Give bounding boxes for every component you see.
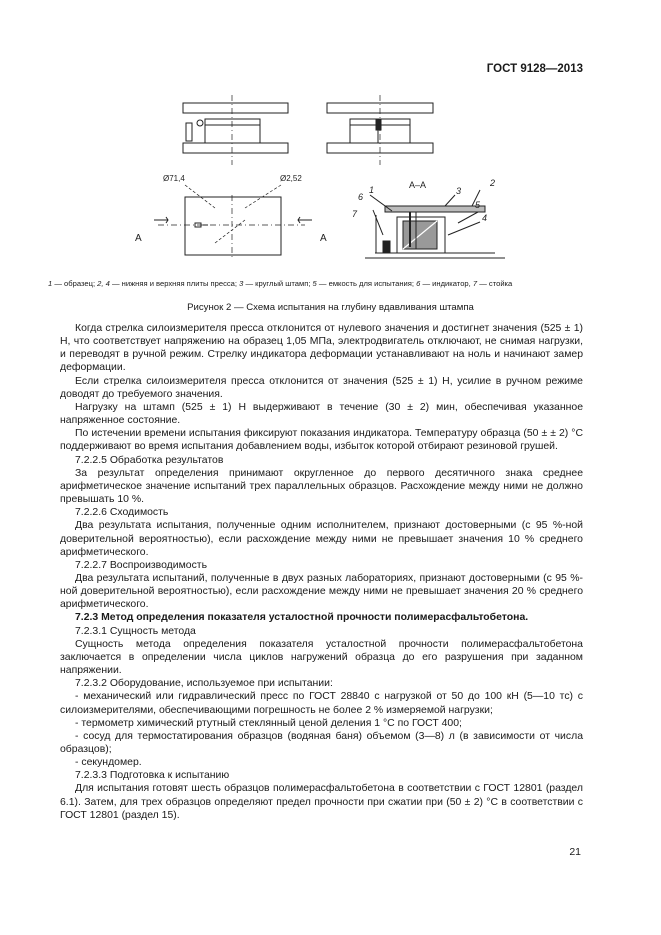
section-mark-left: А [135, 233, 142, 244]
legend-text: — емкость для испытания; [316, 279, 417, 288]
section-mark-right: А [320, 233, 327, 244]
paragraph: Когда стрелка силоизмерителя пресса отклонится от нулевого значения и достигнет значения (525 ± 1) Н, что соответствует напряжению на образец 1,05 МПа, электродвигатель отключают, не снимая нагрузки, и переводят в ручной режим. Стрелку индикатора деформации устанавливают на ноль и начинают замер деформации. [60, 323, 583, 374]
section-heading: 7.2.3 Метод определения показателя усталостной прочности полимерасфальтобетона. [75, 612, 529, 624]
section-title: А–А [409, 180, 427, 190]
legend-num: 7 [472, 279, 478, 288]
plan-view [154, 185, 312, 257]
paragraph: Если стрелка силоизмерителя пресса отклонится от значения (525 ± 1) Н, усилие в ручном режиме доводят до требуемого значения. [60, 375, 583, 400]
press-view-right [327, 95, 433, 165]
paragraph: Для испытания готовят шесть образцов полимерасфальтобетона в соответствии с ГОСТ 12801 (раздел 6.1). Затем, для трех образцов определяют предел прочности при сжатии при (50 ± 2) °С в соответствии с ГОСТ 12801 (раздел 15). [60, 783, 583, 821]
legend-num: 1 [48, 279, 53, 288]
paragraph: Два результата испытаний, полученные в двух разных лабораториях, признают достоверными (с 95 %-ной доверительной вероятностью), если расхождение между ними не превышает значения 20 % среднего арифметического. [60, 572, 583, 611]
document-header: ГОСТ 9128—2013 [486, 63, 583, 75]
press-view-left [183, 95, 288, 165]
legend-text: — нижняя и верхняя плиты пресса; [109, 279, 240, 288]
paragraph: За результат определения принимают округленное до первого десятичного знака среднее арифметическое значение испытаний трех параллельных образцов. Расхождение между ними не должно превышать 10 %. [60, 467, 583, 506]
callout-3: 3 [456, 186, 462, 196]
legend-num: 5 [312, 279, 317, 288]
subsection-heading: 7.2.2.6 Сходимость [75, 507, 169, 519]
list-item: - сосуд для термостатирования образцов (водяная баня) объемом (3—8) л (в зависимости от числа образцов); [60, 730, 583, 755]
callout-5: 5 [475, 200, 481, 210]
callout-4: 4 [482, 213, 488, 223]
paragraph: По истечении времени испытания фиксируют показания индикатора. Температуру образца (50 ± ± 2) °С поддерживают во время испытания добавлением воды, избыток которой отбирают резиновой грушей. [60, 428, 583, 453]
legend-num: 6 [416, 279, 421, 288]
figure-caption: Рисунок 2 — Схема испытания на глубину вдавливания штампа [187, 302, 474, 313]
subsection-heading: 7.2.2.7 Воспроизводимость [75, 559, 208, 571]
section-view [365, 190, 505, 258]
legend-text: — стойка [477, 279, 513, 288]
paragraph: Два результата испытания, полученные одним исполнителем, признают достоверными (с 95 %-ной доверительной вероятностью), если расхождение между ними не превышает значения 10 % среднего арифметического. [60, 520, 583, 558]
page-number: 21 [569, 846, 581, 858]
punch-diameter-label: Ø2,52 [280, 174, 302, 183]
callout-7: 7 [352, 209, 358, 219]
test-scheme-figure [40, 95, 620, 270]
callout-2: 2 [490, 178, 496, 188]
figure-legend [48, 279, 608, 288]
subsection-heading: 7.2.2.5 Обработка результатов [75, 454, 224, 466]
body-text [60, 322, 583, 822]
paragraph: Сущность метода определения показателя усталостной прочности полимерасфальтобетона заключается в определении числа циклов нагружений образца до его разрушения при заданном напряжении. [60, 638, 583, 677]
callout-1: 1 [369, 185, 375, 195]
legend-num: 2, 4 [97, 279, 110, 288]
legend-text: — круглый штамп; [243, 279, 313, 288]
subsection-heading: 7.2.3.1 Сущность метода [75, 625, 196, 637]
list-item: - секундомер. [75, 757, 142, 769]
legend-num: 3 [239, 279, 244, 288]
legend-text: — индикатор, [420, 279, 473, 288]
subsection-heading: 7.2.3.2 Оборудование, используемое при испытании: [75, 678, 333, 690]
callout-6: 6 [358, 192, 364, 202]
paragraph: Нагрузку на штамп (525 ± 1) Н выдерживают в течение (30 ± 2) мин, обеспечивая указанное напряженное состояние. [60, 401, 583, 427]
legend-text: — образец; [52, 279, 98, 288]
list-item: - механический или гидравлический пресс по ГОСТ 28840 с нагрузкой от 50 до 100 кН (5—10 тс) с силоизмерителями, обеспечивающими погрешность не более 2 % измеряемой нагрузки; [60, 691, 583, 716]
list-item: - термометр химический ртутный стеклянный ценой деления 1 °С по ГОСТ 400; [75, 717, 462, 729]
diameter-label: Ø71,4 [163, 174, 185, 183]
subsection-heading: 7.2.3.3 Подготовка к испытанию [75, 770, 230, 782]
